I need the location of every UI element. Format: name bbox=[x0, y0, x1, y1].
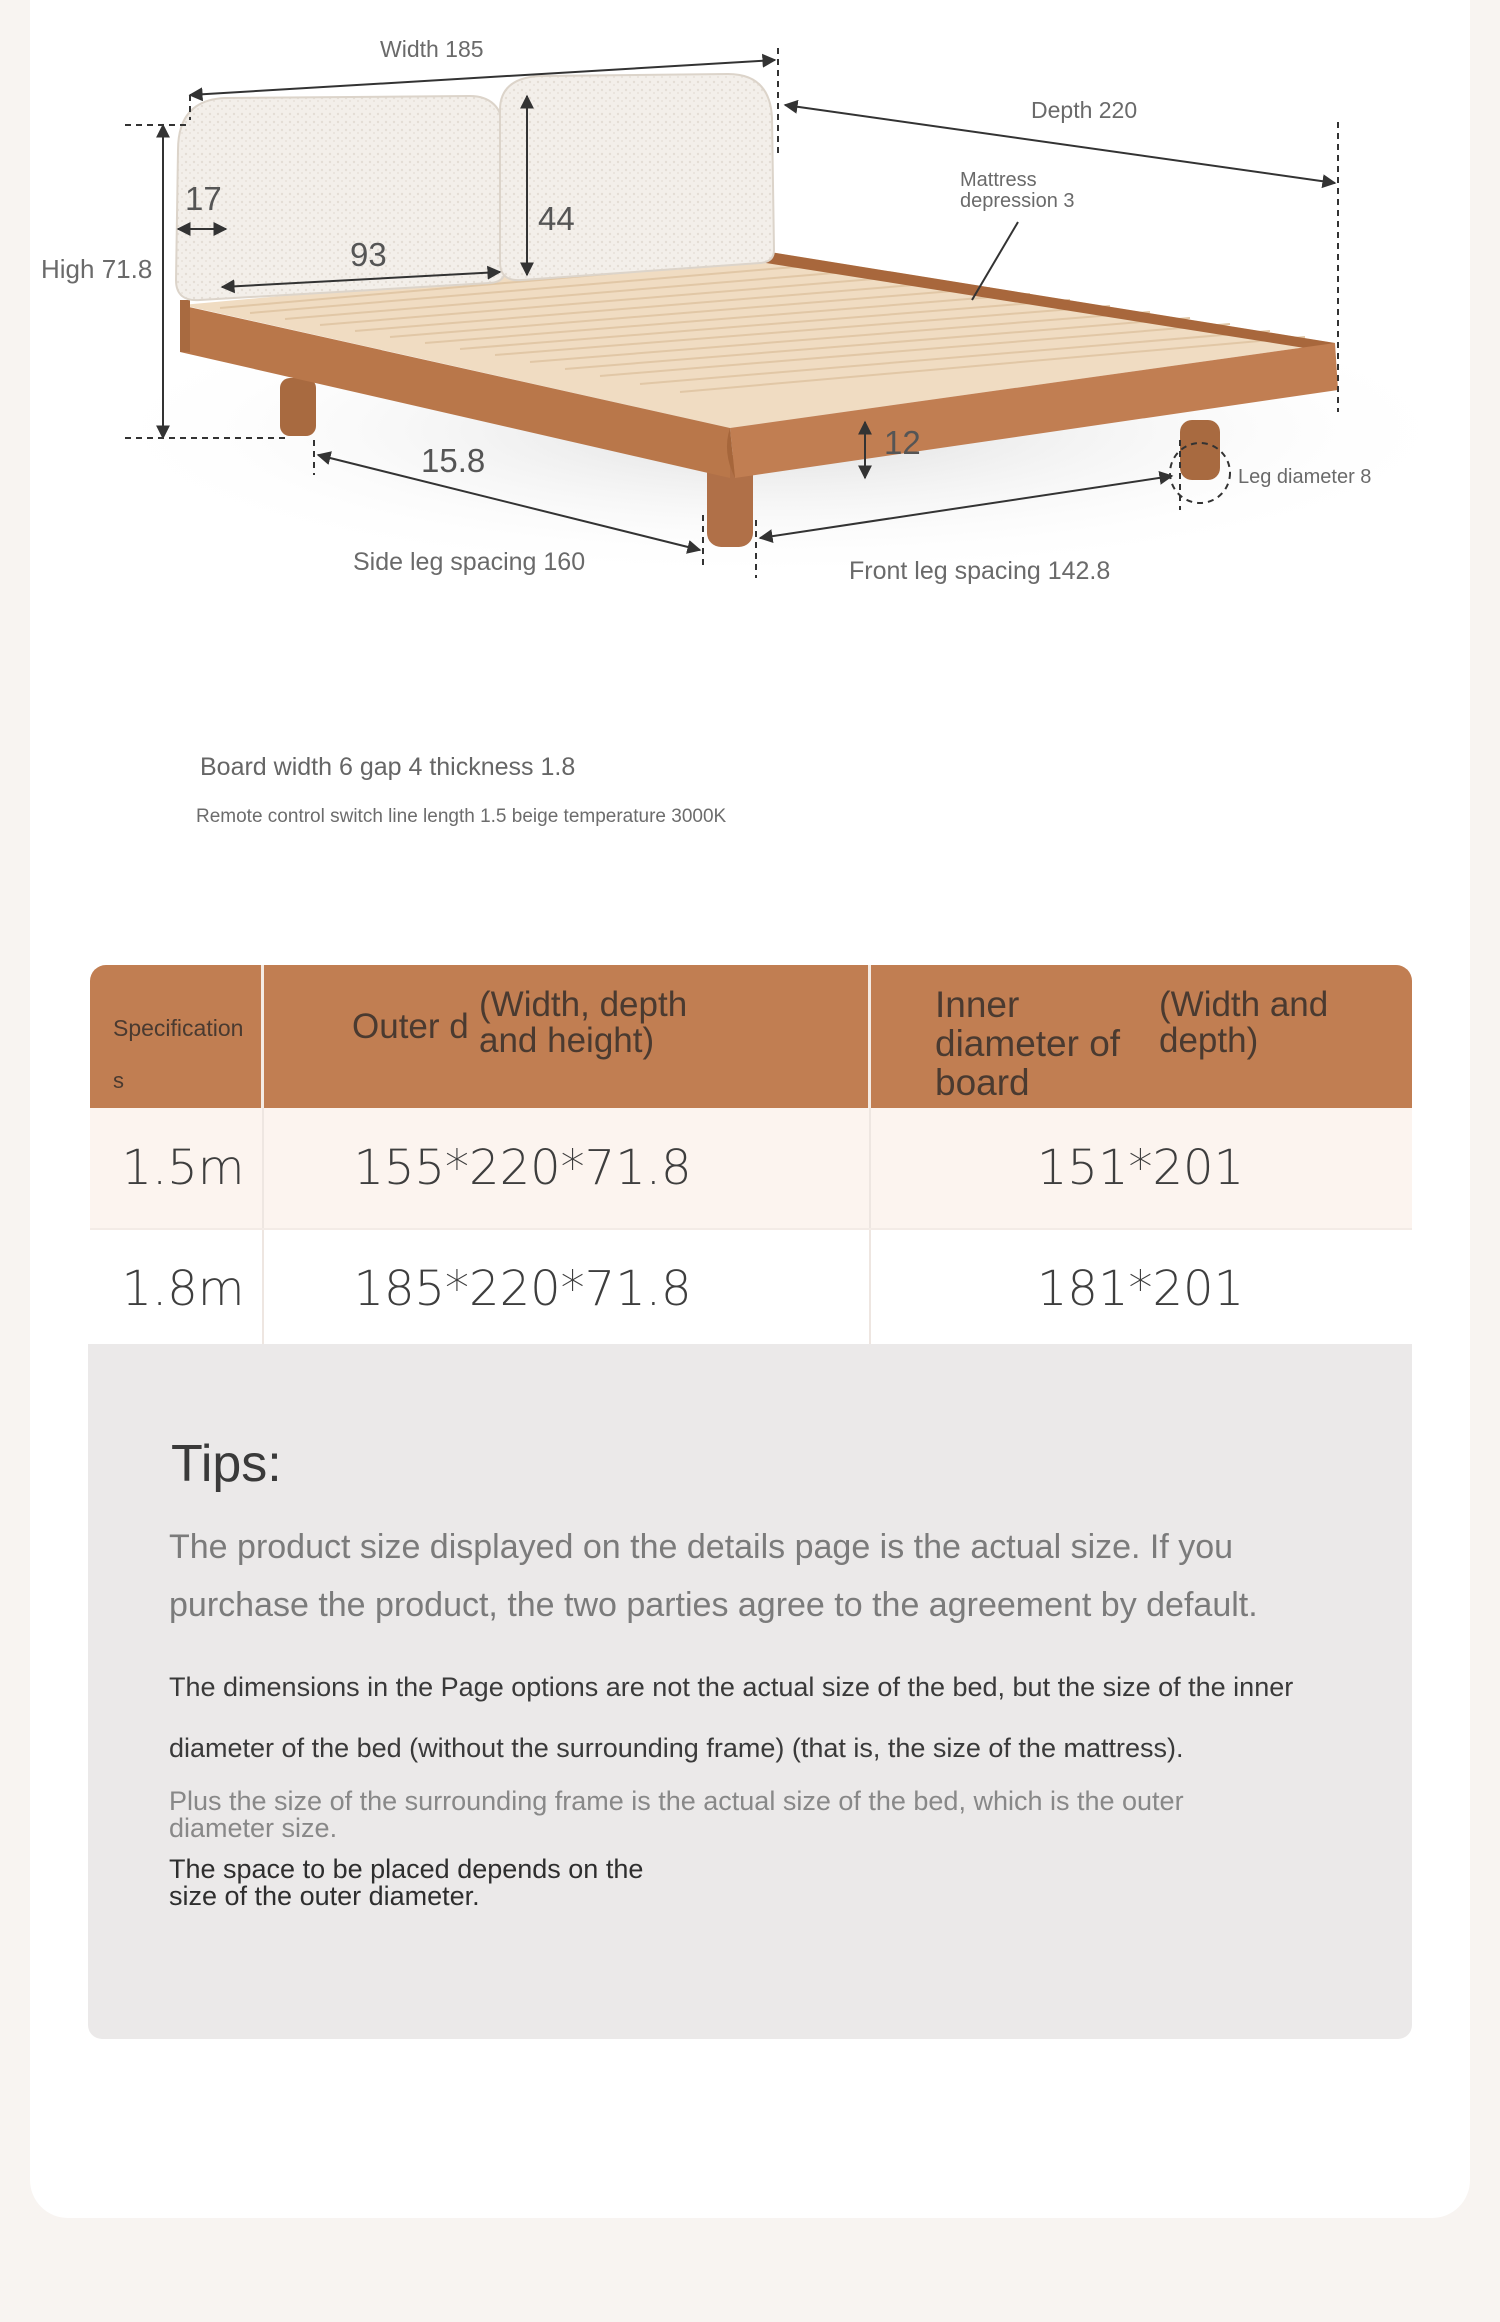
header-spec-tail: s bbox=[113, 1068, 124, 1093]
tips-paragraph-4: The space to be placed depends on the size of the outer diameter. bbox=[169, 1854, 644, 1911]
row-outer: 185*220*71.8 bbox=[353, 1261, 692, 1317]
side-leg-spacing-label: Side leg spacing 160 bbox=[353, 548, 586, 576]
leg-diameter-label: Leg diameter 8 bbox=[1238, 466, 1372, 488]
row-inner: 151*201 bbox=[1036, 1140, 1245, 1196]
header-outer-sub: (Width, depth and height) bbox=[479, 985, 688, 1060]
leg-back-left bbox=[280, 378, 316, 436]
cushion-height-label: 44 bbox=[538, 200, 575, 237]
header-divider bbox=[868, 965, 871, 1108]
spec-table bbox=[90, 965, 1412, 1348]
tips-paragraph-3: Plus the size of the surrounding frame is the actual size of the bed, which is the outer diameter size. bbox=[169, 1786, 1184, 1843]
depth-label: Depth 220 bbox=[1031, 97, 1138, 123]
cushion-thickness-label: 17 bbox=[185, 180, 222, 217]
remote-note: Remote control switch line length 1.5 beige temperature 3000K bbox=[196, 806, 727, 827]
cushion-width-label: 93 bbox=[350, 236, 387, 273]
bed-dimension-diagram bbox=[0, 0, 1500, 640]
leg-height-label: 15.8 bbox=[421, 442, 486, 479]
header-divider bbox=[261, 965, 264, 1108]
headboard-cushion-left bbox=[176, 96, 505, 300]
tips-title: Tips: bbox=[171, 1435, 282, 1493]
header-spec: Specification bbox=[113, 1015, 244, 1041]
header-outer: Outer d bbox=[352, 1007, 469, 1046]
leg-front-right bbox=[1180, 420, 1220, 480]
frame-height-label: 12 bbox=[884, 424, 921, 461]
headboard-cushion-right bbox=[500, 74, 774, 280]
height-label: High 71.8 bbox=[41, 254, 153, 284]
header-inner: Inner diameter of board bbox=[935, 984, 1121, 1103]
tips-paragraph-2: The dimensions in the Page options are not the actual size of the bed, but the size of the inner diameter of the bed (without the surrounding frame) (that is, the size of the mattress). bbox=[169, 1672, 1294, 1763]
width-label: Width 185 bbox=[380, 36, 484, 62]
table-header bbox=[90, 965, 1412, 1108]
row-spec: 1.5m bbox=[121, 1140, 245, 1196]
tips-paragraph-1: The product size displayed on the details page is the actual size. If you purchase the product, the two parties agree to the agreement by default. bbox=[169, 1528, 1258, 1624]
row-inner: 181*201 bbox=[1036, 1261, 1245, 1317]
table-row bbox=[90, 1108, 1412, 1228]
board-note: Board width 6 gap 4 thickness 1.8 bbox=[200, 753, 576, 781]
row-outer: 155*220*71.8 bbox=[353, 1140, 692, 1196]
table-row bbox=[90, 1230, 1412, 1348]
frame-left-top bbox=[180, 300, 190, 352]
mattress-depression-label: Mattress depression 3 bbox=[960, 169, 1075, 212]
front-leg-spacing-label: Front leg spacing 142.8 bbox=[849, 557, 1111, 585]
header-inner-sub: (Width and depth) bbox=[1159, 985, 1329, 1060]
row-spec: 1.8m bbox=[121, 1261, 245, 1317]
tips-panel bbox=[88, 1344, 1412, 2039]
